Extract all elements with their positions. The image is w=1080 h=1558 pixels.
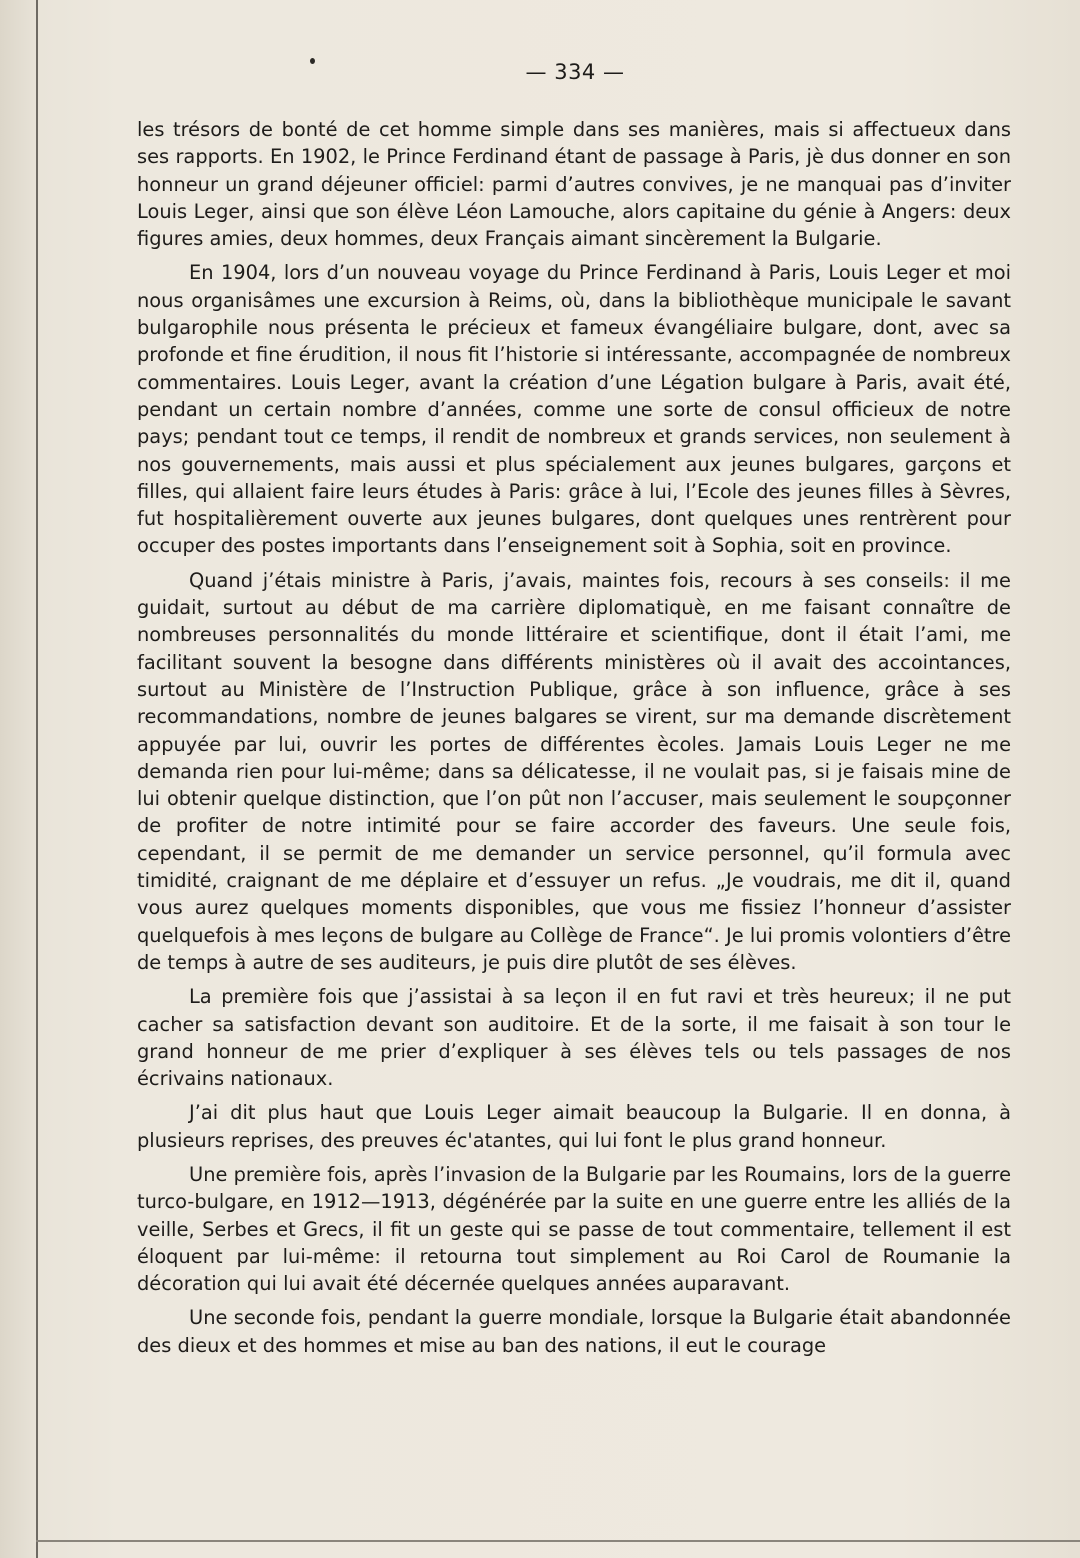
paragraph-3: Quand j’étais ministre à Paris, j’avais, maintes fois, recours à ses conseils: il me guidait, surtout au début de ma carrière diplomatiquè, en me faisant connaître de nombreuses personnalités du monde littéraire et scientifique, dont il était l’ami, me facilitant souvent la besogne dans différents ministères où il avait des accointances, surtout au Ministère de l’Instruction Publique, grâce à son influence, grâce à ses recommandations, nombre de jeunes balgares se virent, sur ma demande discrètement appuyée par lui, ouvrir les portes de différentes ècoles. Jamais Louis Leger ne me demanda rien pour lui-même; dans sa délicatesse, il ne voulait pas, si je faisais mine de lui obtenir quelque distinction, que l’on pût non l’accuser, mais seulement le soupçonner de profiter de notre intimité pour se faire accorder des faveurs. Une seule fois, cependant, il se permit de me demander un service personnel, qu’il formula avec timidité, craignant de me déplaire et d’essuyer un refus. „Je voudrais, me dit il, quand vous aurez quelques moments disponibles, que vous me fissiez l’honneur d’assister quelquefois à mes leçons de bulgare au Collège de France“. Je lui promis volontiers d’être de temps à autre de ses auditeurs, je puis dire plutôt de ses élèves. xyxy=(137,568,1011,974)
paragraph-7: Une seconde fois, pendant la guerre mondiale, lorsque la Bulgarie était abandonnée des dieux et des hommes et mise au ban des nations, il eut le courage xyxy=(137,1306,1011,1357)
paragraph-4: La première fois que j’assistai à sa leçon il en fut ravi et très heureux; il ne put cacher sa satisfaction devant son auditoire. Et de la sorte, il me faisait à son tour le grand honneur de me prier d’expliquer à ses élèves tels ou tels passages de nos écrivains nationaux. xyxy=(137,985,1011,1091)
page-number: — 334 — xyxy=(525,60,625,84)
paragraph-6: Une première fois, après l’invasion de la Bulgarie par les Roumains, lors de la guerre turco-bulgare, en 1912—1913, dégénérée par la suite en une guerre entre les alliés de la veille, Serbes et Grecs, il fit un geste qui se passe de tout commentaire, tellement il est éloquent par lui-même: il retourna tout simplement au Roi Carol de Roumanie la décoration qui lui avait été décernée quelques années auparavant. xyxy=(137,1162,1011,1296)
paragraph-2: En 1904, lors d’un nouveau voyage du Prince Ferdinand à Paris, Louis Leger et moi nous organisâmes une excursion à Reims, où, dans la bibliothèque municipale le savant bulgarophile nous présenta le précieux et fameux évangéliaire bulgare, dont, avec sa profonde et fine érudition, il nous fit l’historie si intéressante, accompagnée de nombreux commentaires. Louis Leger, avant la création d’une Légation bulgare à Paris, avait été, pendant un certain nombre d’années, comme une sorte de consul officieux de notre pays; pendant tout ce temps, il rendit de nombreux et grands services, non seulement à nos gouvernements, mais aussi et plus spécialement aux jeunes bulgares, garçons et filles, qui allaient faire leurs études à Paris: grâce à lui, l’Ecole des jeunes filles à Sèvres, fut hospitalièrement ouverte aux jeunes bulgares, dont quelques unes rentrèrent pour occuper des postes importants dans l’enseignement soit à Sophia, soit en province. xyxy=(137,261,1011,558)
page-left-edge xyxy=(36,0,38,1558)
page-bottom-edge xyxy=(36,1540,1080,1542)
paragraph-5: J’ai dit plus haut que Louis Leger aimait beaucoup la Bulgarie. Il en donna, à plusieurs reprises, des preuves éc'atantes, qui lui font le plus grand honneur. xyxy=(137,1101,1011,1152)
body-text xyxy=(137,116,1011,1366)
paragraph-1: les trésors de bonté de cet homme simple dans ses manières, mais si affectueux dans ses rapports. En 1902, le Prince Ferdinand étant de passage à Paris, jè dus donner en son honneur un grand déjeuner officiel: parmi d’autres convives, je ne manquai pas d’inviter Louis Leger, ainsi que son élève Léon Lamouche, alors capitaine du génie à Angers: deux figures amies, deux hommes, deux Français aimant sincèrement la Bulgarie. xyxy=(137,118,1011,251)
